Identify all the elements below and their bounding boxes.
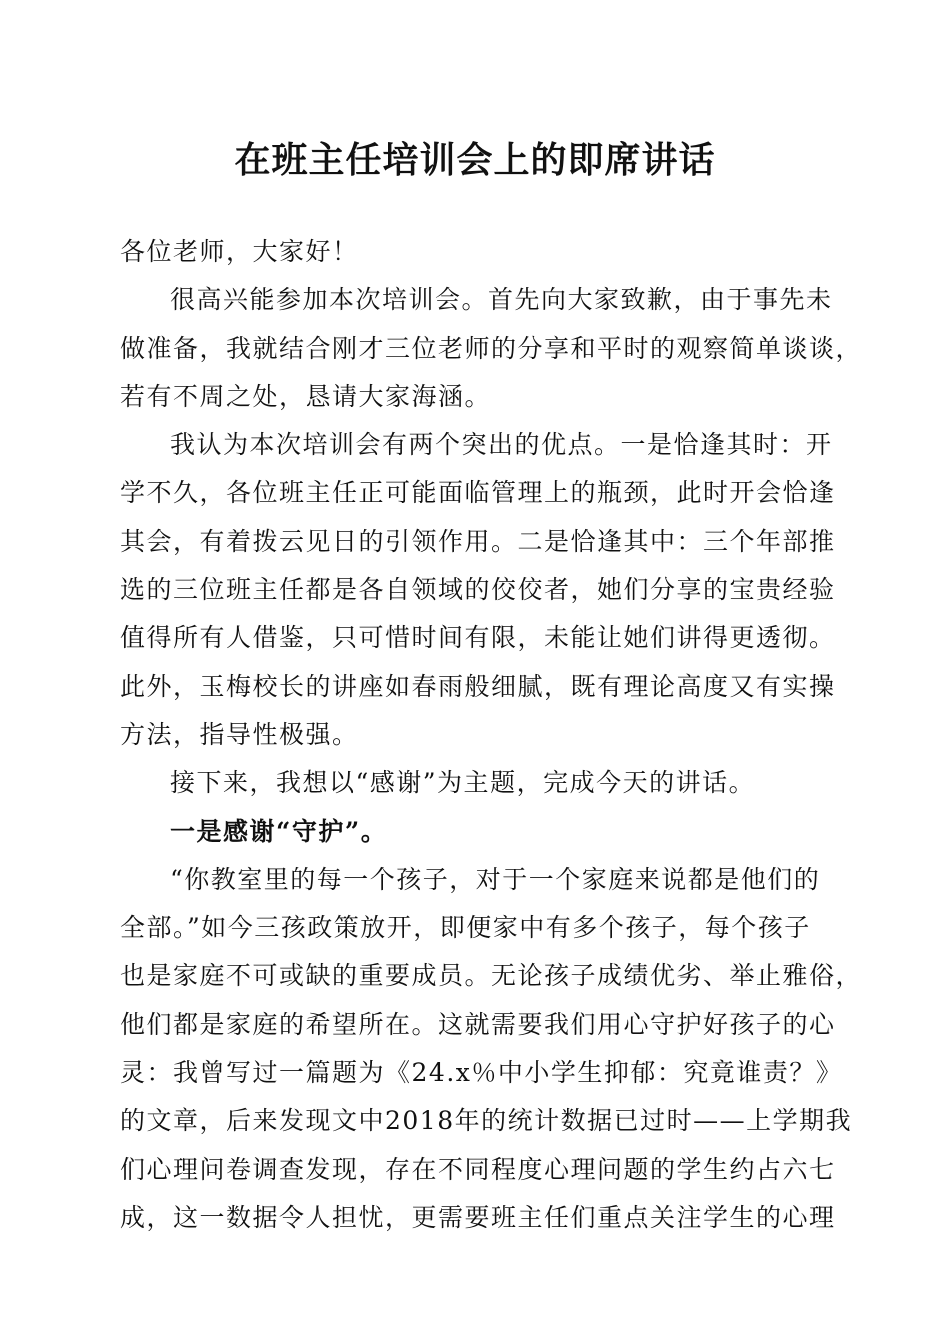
- text-line: 成，这一数据令人担忧，更需要班主任们重点关注学生的心理: [120, 1202, 836, 1232]
- text-line: 此外，玉梅校长的讲座如春雨般细腻，既有理论高度又有实操: [120, 671, 836, 701]
- text-line: 若有不周之处，恳请大家海涵。: [120, 381, 492, 411]
- text-line: 的文章，后来发现文中2018年的统计数据已过时——上学期我: [120, 1106, 853, 1136]
- text-line: 他们都是家庭的希望所在。这就需要我们用心守护好孩子的心: [120, 1009, 836, 1039]
- text-line: 们心理问卷调查发现，存在不同程度心理问题的学生约占六七: [120, 1154, 836, 1184]
- text-line: 其会，有着拨云见日的引领作用。二是恰逢其中：三个年部推: [120, 526, 836, 556]
- text-line: 值得所有人借鉴，只可惜时间有限，未能让她们讲得更透彻。: [120, 623, 836, 653]
- text-line: 接下来，我想以“感谢”为主题，完成今天的讲话。: [170, 768, 756, 798]
- text-line: 很高兴能参加本次培训会。首先向大家致歉，由于事先未: [170, 285, 833, 315]
- text-line: 也是家庭不可或缺的重要成员。无论孩子成绩优劣、举止雅俗，: [120, 961, 863, 991]
- section-heading: 一是感谢“守护”。: [170, 816, 388, 846]
- document-body: [120, 228, 863, 1242]
- text-line: 方法，指导性极强。: [120, 719, 359, 749]
- text-line: “你教室里的每一个孩子，对于一个家庭来说都是他们的: [170, 864, 821, 894]
- text-line: 我认为本次培训会有两个突出的优点。一是恰逢其时：开: [170, 430, 833, 460]
- page-title: 在班主任培训会上的即席讲话: [234, 139, 716, 181]
- text-line: 做准备，我就结合刚才三位老师的分享和平时的观察简单谈谈，: [120, 333, 863, 363]
- text-line: 选的三位班主任都是各自领域的佼佼者，她们分享的宝贵经验: [120, 575, 836, 605]
- text-line: 学不久，各位班主任正可能面临管理上的瓶颈，此时开会恰逢: [120, 478, 836, 508]
- text-line: 灵：我曾写过一篇题为《24.x％中小学生抑郁：究竟谁责？》: [120, 1058, 843, 1088]
- text-line: 各位老师，大家好！: [120, 237, 359, 266]
- text-line: 全部。”如今三孩政策放开，即便家中有多个孩子，每个孩子: [120, 913, 811, 943]
